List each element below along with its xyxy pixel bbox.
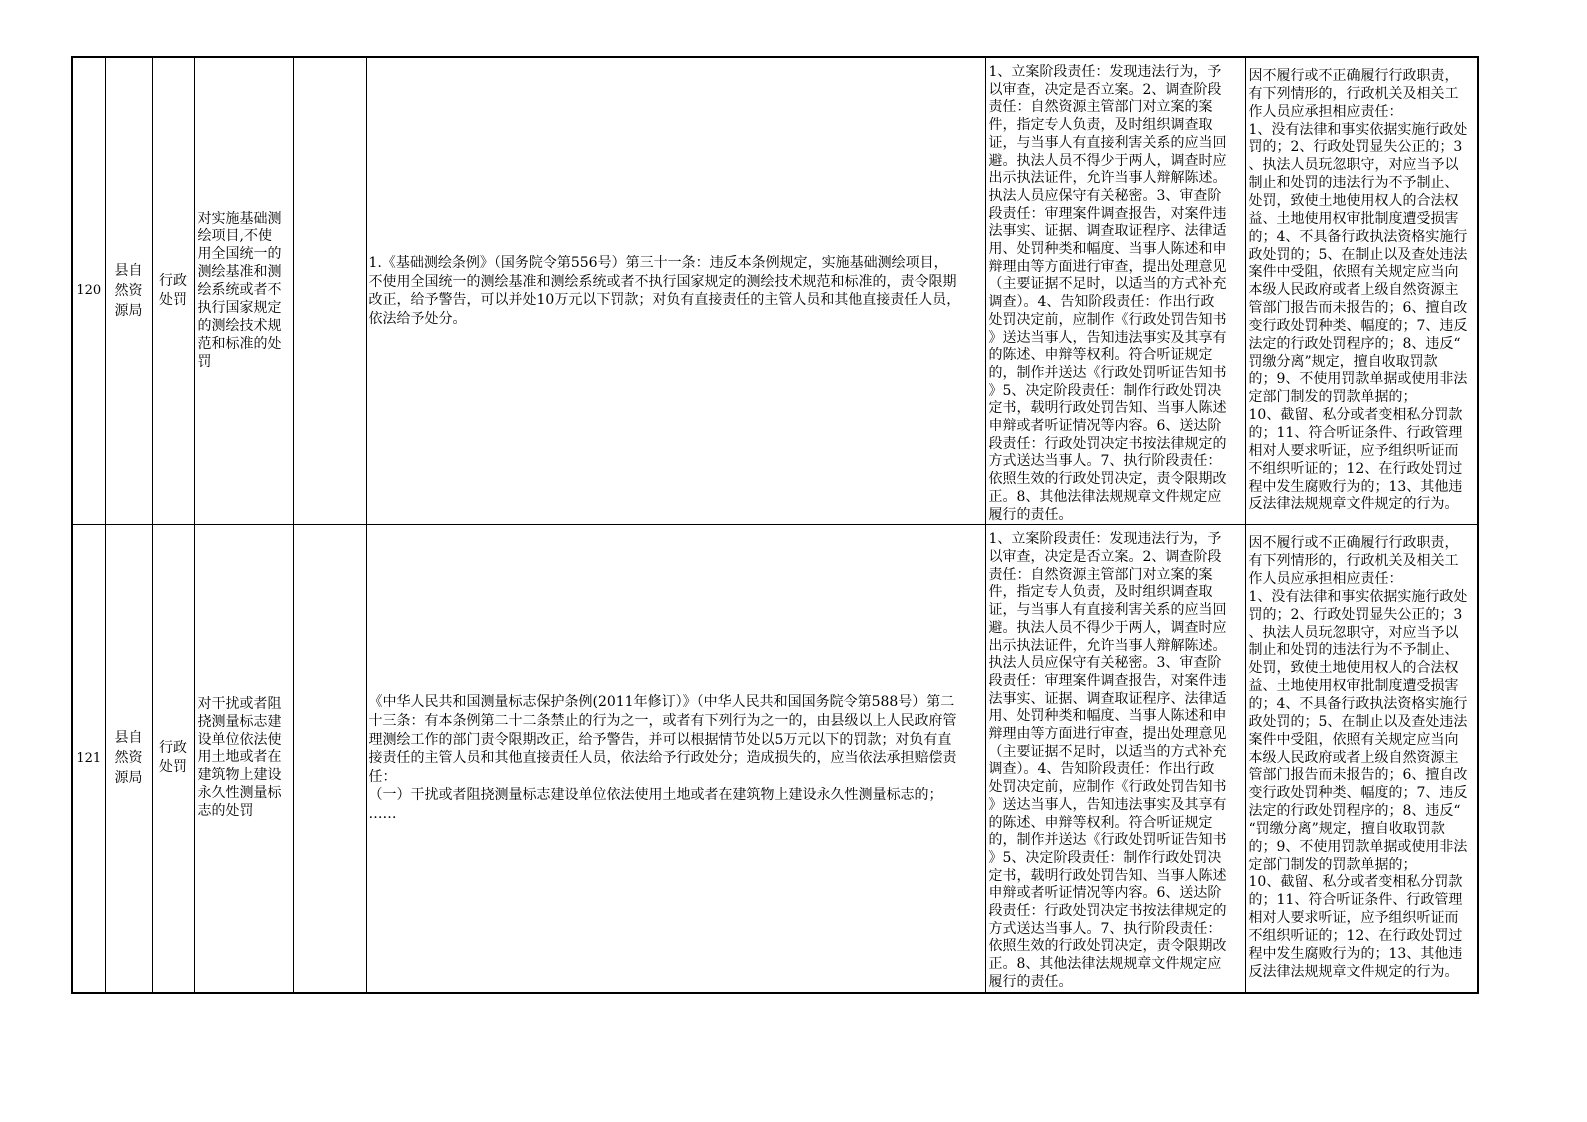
- sub-item-cell: [293, 525, 366, 993]
- row-number-cell: 121: [72, 525, 105, 993]
- row-number-cell: 120: [72, 57, 105, 525]
- table-row: [72, 525, 1478, 993]
- power-type-cell: 行政 处罚: [152, 57, 194, 525]
- legal-basis-cell: 1.《基础测绘条例》（国务院令第556号）第三十一条：违反本条例规定，实施基础测绘项目， 不使用全国统一的测绘基准和测绘系统或者不执行国家规定的测绘技术规范和标准的，责令限期 改正，给予警告，可以并处10万元以下罚款；对负有直接责任的主管人员和其他直接责任人员， 依法给予处分。: [366, 57, 985, 525]
- sub-item-cell: [293, 57, 366, 525]
- legal-basis-cell: 《中华人民共和国测量标志保护条例(2011年修订）》（中华人民共和国国务院令第588号）第二 十三条：有本条例第二十二条禁止的行为之一，或者有下列行为之一的，由县级以上人民政府管 理测绘工作的部门责令限期改正，给予警告，并可以根据情节处以5万元以下的罚款；对负有直 接责任的主管人员和其他直接责任人员，依法给予行政处分；造成损失的，应当依法承担赔偿责 任： （一）干扰或者阻挠测量标志建设单位依法使用土地或者在建筑物上建设永久性测量标志的； ……: [366, 525, 985, 993]
- table-row: [72, 57, 1478, 525]
- department-cell: 县自 然资 源局: [105, 525, 152, 993]
- department-cell: 县自 然资 源局: [105, 57, 152, 525]
- responsibility-cell: 1、立案阶段责任：发现违法行为，予 以审查，决定是否立案。2、调查阶段 责任：自然资源主管部门对立案的案 件，指定专人负责，及时组织调查取 证，与当事人有直接利害关系的应当回 避。执法人员不得少于两人，调查时应 出示执法证件，允许当事人辩解陈述。 执法人员应保守有关秘密。3、审查阶 段责任：审理案件调查报告，对案件违 法事实、证据、调查取证程序、法律适 用、处罚种类和幅度、当事人陈述和申 辩理由等方面进行审查，提出处理意见 （主要证据不足时，以适当的方式补充 调查）。4、告知阶段责任：作出行政 处罚决定前，应制作《行政处罚告知书 》送达当事人，告知违法事实及其享有 的陈述、申辩等权利。符合听证规定 的，制作并送达《行政处罚听证告知书 》5、决定阶段责任：制作行政处罚决 定书，载明行政处罚告知、当事人陈述 申辩或者听证情况等内容。6、送达阶 段责任：行政处罚决定书按法律规定的 方式送达当事人。7、执行阶段责任： 依照生效的行政处罚决定，责令限期改 正。8、其他法律法规规章文件规定应 履行的责任。: [985, 57, 1245, 525]
- power-type-cell: 行政 处罚: [152, 525, 194, 993]
- item-name-cell: 对干扰或者阻 挠测量标志建 设单位依法使 用土地或者在 建筑物上建设 永久性测量标 志的处罚: [194, 525, 293, 993]
- responsibility-cell: 1、立案阶段责任：发现违法行为，予 以审查，决定是否立案。2、调查阶段 责任：自然资源主管部门对立案的案 件，指定专人负责，及时组织调查取 证，与当事人有直接利害关系的应当回 避。执法人员不得少于两人，调查时应 出示执法证件，允许当事人辩解陈述。 执法人员应保守有关秘密。3、审查阶 段责任：审理案件调查报告，对案件违 法事实、证据、调查取证程序、法律适 用、处罚种类和幅度、当事人陈述和申 辩理由等方面进行审查，提出处理意见 （主要证据不足时，以适当的方式补充 调查）。4、告知阶段责任：作出行政 处罚决定前，应制作《行政处罚告知书 》送达当事人，告知违法事实及其享有 的陈述、申辩等权利。符合听证规定 的，制作并送达《行政处罚听证告知书 》5、决定阶段责任：制作行政处罚决 定书，载明行政处罚告知、当事人陈述 申辩或者听证情况等内容。6、送达阶 段责任：行政处罚决定书按法律规定的 方式送达当事人。7、执行阶段责任： 依照生效的行政处罚决定，责令限期改 正。8、其他法律法规规章文件规定应 履行的责任。: [985, 525, 1245, 993]
- power-list-table: [71, 56, 1479, 994]
- accountability-cell: 因不履行或不正确履行行政职责， 有下列情形的，行政机关及相关工 作人员应承担相应责任： 1、没有法律和事实依据实施行政处 罚的；2、行政处罚显失公正的；3 、执法人员玩忽职守，对应当予以 制止和处罚的违法行为不予制止、 处罚，致使土地使用权人的合法权 益、土地使用权审批制度遭受损害 的；4、不具备行政执法资格实施行 政处罚的；5、在制止以及查处违法 案件中受阻，依照有关规定应当向 本级人民政府或者上级自然资源主 管部门报告而未报告的；6、擅自改 变行政处罚种类、幅度的；7、违反 法定的行政处罚程序的；8、违反“ “罚缴分离”规定，擅自收取罚款 的；9、不使用罚款单据或使用非法 定部门制发的罚款单据的； 10、截留、私分或者变相私分罚款 的；11、符合听证条件、行政管理 相对人要求听证，应予组织听证而 不组织听证的；12、在行政处罚过 程中发生腐败行为的；13、其他违 反法律法规规章文件规定的行为。: [1245, 525, 1478, 993]
- accountability-cell: 因不履行或不正确履行行政职责， 有下列情形的，行政机关及相关工 作人员应承担相应责任： 1、没有法律和事实依据实施行政处 罚的；2、行政处罚显失公正的；3 、执法人员玩忽职守，对应当予以 制止和处罚的违法行为不予制止、 处罚，致使土地使用权人的合法权 益、土地使用权审批制度遭受损害 的；4、不具备行政执法资格实施行 政处罚的；5、在制止以及查处违法 案件中受阻，依照有关规定应当向 本级人民政府或者上级自然资源主 管部门报告而未报告的；6、擅自改 变行政处罚种类、幅度的；7、违反 法定的行政处罚程序的；8、违反“ 罚缴分离”规定，擅自收取罚款 的；9、不使用罚款单据或使用非法 定部门制发的罚款单据的； 10、截留、私分或者变相私分罚款 的；11、符合听证条件、行政管理 相对人要求听证，应予组织听证而 不组织听证的；12、在行政处罚过 程中发生腐败行为的；13、其他违 反法律法规规章文件规定的行为。: [1245, 57, 1478, 525]
- item-name-cell: 对实施基础测 绘项目,不使 用全国统一的 测绘基准和测 绘系统或者不 执行国家规定 的测绘技术规 范和标准的处 罚: [194, 57, 293, 525]
